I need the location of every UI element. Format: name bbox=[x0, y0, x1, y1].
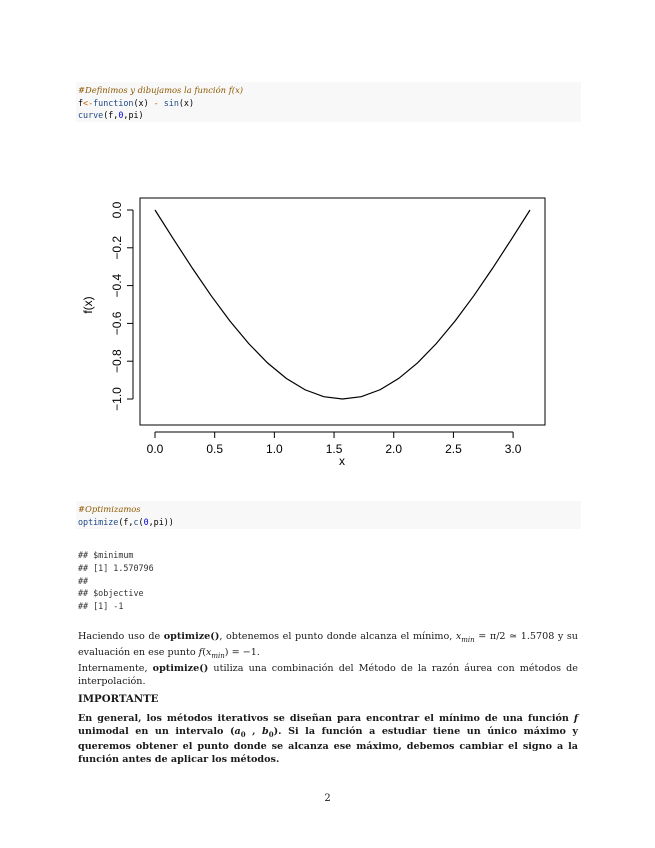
y-tick-label: −0.8 bbox=[110, 349, 124, 374]
x-tick-label: 2.0 bbox=[385, 442, 403, 456]
x-tick-label: 2.5 bbox=[445, 442, 462, 456]
function-plot bbox=[0, 180, 655, 480]
x-tick-label: 1.5 bbox=[325, 442, 343, 456]
output-line: ## $minimum bbox=[78, 550, 134, 560]
console-output bbox=[78, 549, 154, 613]
code-line-optimize: optimize(f,c(0,pi)) bbox=[78, 516, 174, 527]
y-tick-label: −0.2 bbox=[110, 235, 124, 260]
x-tick-label: 0.0 bbox=[146, 442, 164, 456]
y-tick-label: −0.6 bbox=[110, 311, 124, 336]
code-block-optimize bbox=[76, 501, 581, 529]
x-tick-label: 1.0 bbox=[266, 442, 283, 456]
output-line: ## [1] 1.570796 bbox=[78, 562, 154, 573]
heading-importante: IMPORTANTE bbox=[78, 693, 159, 705]
x-axis bbox=[147, 432, 522, 456]
output-line: ## bbox=[78, 575, 89, 586]
y-axis-label: f(x) bbox=[81, 296, 95, 314]
code-comment: #Definimos y dibujamos la función f(x) bbox=[78, 85, 244, 95]
y-tick-label: −0.4 bbox=[110, 273, 124, 298]
page-number: 2 bbox=[324, 793, 331, 804]
output-line: ## $objective bbox=[78, 588, 144, 599]
paragraph-important: En general, los métodos iterativos se diseñan para encontrar el mínimo de una función f unimodal en un intervalo ($a_0$ , $b_0$). Si la función a estudiar tiene un único máximo y queremos obtener el punto donde se alcanza ese máximo, debemos cambiar el signo a la función antes de aplicar los métodos. bbox=[78, 713, 578, 765]
x-tick-label: 0.5 bbox=[206, 442, 224, 456]
plot-frame bbox=[140, 198, 545, 425]
code-comment: #Optimizamos bbox=[78, 504, 141, 514]
output-line: ## [1] -1 bbox=[78, 601, 124, 612]
code-line-curve: curve(f,0,pi) bbox=[78, 110, 144, 120]
paragraph-internal: Internamente, optimize() utiliza una combinación del Método de la razón áurea con métodos de interpolación. bbox=[78, 663, 578, 687]
x-tick-label: 3.0 bbox=[504, 442, 522, 456]
code-line-function: f<-function(x) - sin(x) bbox=[78, 97, 195, 108]
code-block-define bbox=[76, 82, 581, 122]
function-curve bbox=[155, 210, 530, 399]
y-tick-label: 0.0 bbox=[110, 201, 124, 219]
x-axis-label: x bbox=[339, 454, 345, 468]
y-axis bbox=[110, 201, 133, 411]
y-tick-label: −1.0 bbox=[110, 387, 124, 411]
paragraph-result: Haciendo uso de optimize(), obtenemos el punto donde alcanza el mínimo, $x_{min} = \pi/2$ ≃ 1.5708 y su evaluación en ese punto $f(x_{min}) = -1$. bbox=[78, 631, 578, 660]
